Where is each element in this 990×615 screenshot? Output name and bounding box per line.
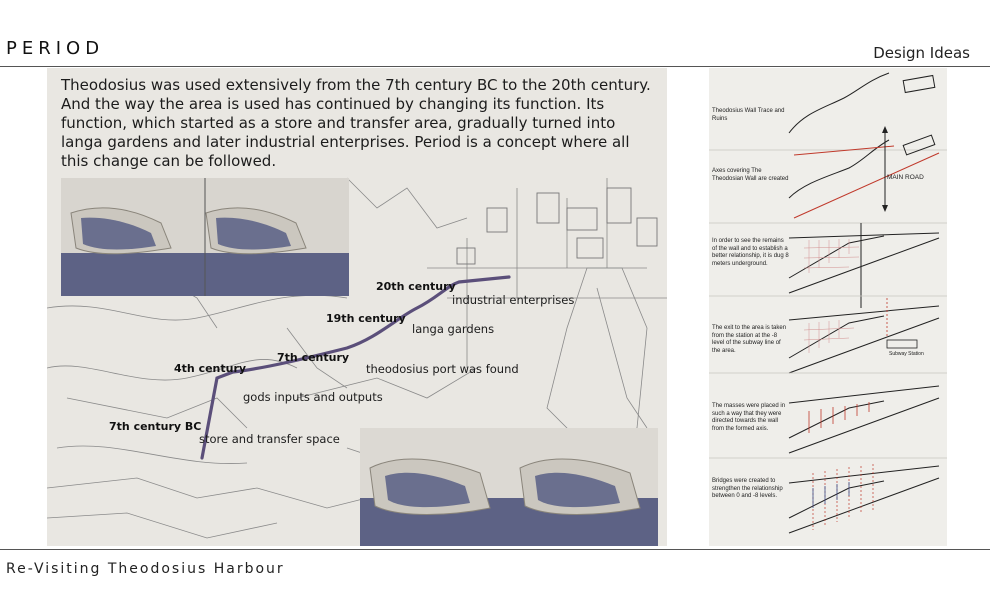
main-road-label: MAIN ROAD	[887, 174, 924, 181]
design-step-text: Axes covering The Theodosian Wall are created	[712, 168, 789, 182]
design-step-text: The masses were placed in such a way that they were directed towards the wall from the formed axis.	[712, 403, 786, 432]
design-step-text: Theodosius Wall Trace and Ruins	[712, 108, 785, 122]
design-step-text: In order to see the remains of the wall and to establish a better relationship, it is dug 8 meters underground.	[712, 238, 789, 267]
top-divider	[0, 66, 990, 67]
timeline-function-label: langa gardens	[412, 322, 495, 336]
design-steps-diagram	[709, 68, 947, 546]
timeline-function-label: industrial enterprises	[452, 293, 575, 307]
design-step-text: Bridges were created to strengthen the relationship between 0 and -8 levels.	[712, 478, 783, 499]
timeline-period-label: 19th century	[326, 312, 406, 325]
timeline-function-label: gods inputs and outputs	[243, 390, 383, 404]
section-label: Design Ideas	[873, 44, 970, 62]
harbour-photo-top	[61, 178, 349, 296]
timeline-period-label: 7th century	[277, 351, 350, 364]
design-step-text: The exit to the area is taken from the station at the -8 level of the subway line of the area.	[712, 325, 787, 354]
timeline-period-label: 4th century	[174, 362, 247, 375]
design-ideas-panel	[709, 68, 947, 546]
timeline-period-label: 20th century	[376, 280, 456, 293]
intro-paragraph: Theodosius was used extensively from the 7th century BC to the 20th century. And the way the area is used has continued by changing its function. Its function, which started as a store and transfer area, gradually turned into langa gardens and later industrial enterprises. Period is a concept where all this change can be followed.	[61, 76, 651, 170]
subway-station-label: Subway Station	[889, 351, 924, 357]
page-title: PERIOD	[6, 38, 105, 59]
timeline-function-label: store and transfer space	[199, 432, 340, 446]
main-panel	[47, 68, 667, 546]
harbour-photo-bottom	[360, 428, 658, 546]
timeline-function-label: theodosius port was found	[366, 362, 519, 376]
timeline-period-label: 7th century BC	[109, 420, 202, 433]
footer-title: Re-Visiting Theodosius Harbour	[6, 561, 285, 577]
bottom-divider	[0, 549, 990, 550]
